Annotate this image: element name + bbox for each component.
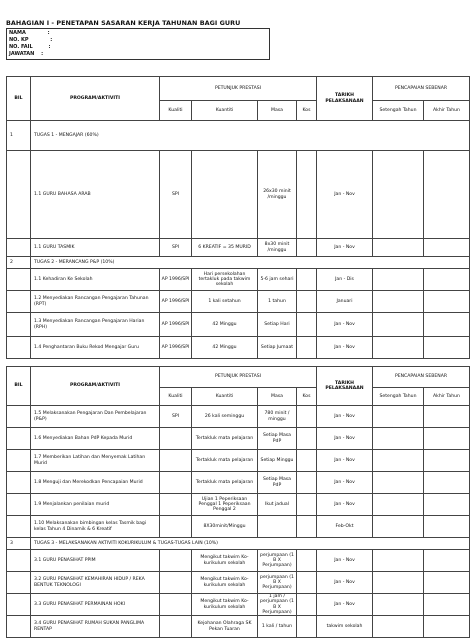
row-bil [7,472,31,494]
row-setengah [373,428,424,450]
row-program: 3.4 GURU PENASIHAT RUMAH SUKAN PANGLIMA RENTAP [31,616,160,638]
row-program: 3.1 GURU PENASIHAT PPIM [31,550,160,572]
header-kos: Kos [297,101,317,121]
target-table-2 [6,366,470,638]
header-bil: BIL [7,367,31,406]
row-setengah [373,550,424,572]
row-kualiti: SPI [160,239,192,257]
row-bil [7,291,31,313]
row-kuantiti: Mengikut takwim Ko-kurikulum sekolah [192,572,258,594]
row-bil [7,572,31,594]
row-bil [7,428,31,450]
row-setengah [373,494,424,516]
row-bil [7,337,31,359]
row-tarikh: Jan - Nov [317,406,373,428]
row-kos [297,291,317,313]
table-row [7,406,470,428]
row-bil [7,516,31,538]
row-program: 1.5 Melaksanakan Pengajaran Dan Pembelajaran (P&P) [31,406,160,428]
row-kuantiti: Kejohanan Olahraga SK Pekan Tuaran [192,616,258,638]
row-akhir [424,516,470,538]
header-program: PROGRAM/AKTIVITI [31,367,160,406]
identity-jawatan-row: JAWATAN : [9,51,44,57]
header-pencapaian: PENCAPAIAN SEBENAR [373,367,470,388]
row-program: 1.8 Menguji dan Merekodkan Pencapaian Murid [31,472,160,494]
row-tarikh: Jan - Nov [317,337,373,359]
row-kuantiti: 1 kali setahun [192,291,258,313]
row-kos [297,151,317,239]
row-kualiti: SPI [160,406,192,428]
table-row [7,594,470,616]
row-masa: Setiap Masa PdP [258,472,297,494]
target-table-1 [6,76,470,359]
row-setengah [373,313,424,337]
row-masa: Setiap Minggu [258,450,297,472]
header-masa: Masa [258,101,297,121]
identity-box [6,28,270,60]
row-akhir [424,594,470,616]
row-masa: perjumpaan (1 B X Perjumpaan) [258,572,297,594]
row-kuantiti: 42 Minggu [192,313,258,337]
row-kualiti [160,550,192,572]
table-row [7,291,470,313]
header-kuantiti: Kuantiti [192,388,258,406]
row-kos [297,239,317,257]
row-akhir [424,428,470,450]
row-kualiti [160,494,192,516]
row-tarikh: Jan - Nov [317,494,373,516]
row-masa: Setiap Masa PdP [258,428,297,450]
table-row [7,450,470,472]
row-kos [297,450,317,472]
row-program: 1.7 Memberikan Latihan dan Menyemak Latihan Murid [31,450,160,472]
row-tarikh: Jan - Dis [317,269,373,291]
row-program: 1.1 Kehadiran Ke Sekolah [31,269,160,291]
row-bil: 3 [7,538,31,550]
row-akhir [424,616,470,638]
row-masa: Setiap Hari [258,313,297,337]
row-program: 1.6 Menyediakan Bahan PdP Kepada Murid [31,428,160,450]
table-row [7,428,470,450]
row-kualiti [160,472,192,494]
row-program: 1.9 Menjalankan penilaian murid [31,494,160,516]
header-setengah: Setengah Tahun [373,101,424,121]
row-program: 1.2 Menyediakan Rancangan Pengajaran Tahunan (RPT) [31,291,160,313]
row-kualiti [160,572,192,594]
row-kualiti [160,516,192,538]
row-kuantiti: Mengikut takwim Ko-kurikulum sekolah [192,594,258,616]
table-row [7,239,470,257]
row-kuantiti: 8X30minit/Minggu [192,516,258,538]
row-tarikh: Jan - Nov [317,594,373,616]
row-masa [258,516,297,538]
identity-fail-row: NO. FAIL : [9,44,51,50]
row-kualiti: AP 1996/SPI [160,269,192,291]
row-tarikh: Feb-Okt [317,516,373,538]
row-tarikh: Jan - Nov [317,472,373,494]
row-bil [7,269,31,291]
table-row [7,572,470,594]
row-program: 1.10 Melaksanakan bimbingan kelas Tasmik bagi kelas Tahun 4 Dinamik & 6 Kreatif [31,516,160,538]
table-row [7,516,470,538]
header-kuantiti: Kuantiti [192,101,258,121]
header-kos: Kos [297,388,317,406]
row-kos [297,516,317,538]
row-kos [297,428,317,450]
row-tarikh: takwim sekolah [317,616,373,638]
row-setengah [373,406,424,428]
row-akhir [424,550,470,572]
header-akhir: Akhir Tahun [424,388,470,406]
row-program: 3.2 GURU PENASIHAT KEMAHIRAN HIDUP / REKA BENTUK TEKNOLOGI [31,572,160,594]
row-bil [7,151,31,239]
row-kualiti: SPI [160,151,192,239]
row-setengah [373,616,424,638]
row-kos [297,594,317,616]
row-kualiti [160,428,192,450]
row-masa: perjumpaan (1 B X Perjumpaan) [258,550,297,572]
header-kualiti: Kualiti [160,388,192,406]
row-tarikh: Jan - Nov [317,572,373,594]
header-akhir: Akhir Tahun [424,101,470,121]
row-bil [7,594,31,616]
section-row [7,257,470,269]
row-program: 1.4 Penghantaran Buku Rekod Mengajar Guru [31,337,160,359]
row-tarikh: Jan - Nov [317,550,373,572]
row-kuantiti: Tertakluk mata pelajaran [192,450,258,472]
row-kuantiti: 26 kali seminggu [192,406,258,428]
row-setengah [373,516,424,538]
row-akhir [424,494,470,516]
row-masa: Setiap Jumaat [258,337,297,359]
row-kos [297,337,317,359]
table-row [7,472,470,494]
row-kos [297,616,317,638]
row-kos [297,406,317,428]
row-tarikh: Jan - Nov [317,450,373,472]
table-row [7,494,470,516]
row-kos [297,572,317,594]
row-akhir [424,472,470,494]
row-masa: 5-6 jam sehari [258,269,297,291]
row-bil [7,450,31,472]
row-akhir [424,450,470,472]
row-kuantiti: Mengikut takwim Ko-kurikulum sekolah [192,550,258,572]
row-kuantiti: 42 Minggu [192,337,258,359]
row-akhir [424,269,470,291]
table-row [7,151,470,239]
row-kos [297,269,317,291]
page-title: BAHAGIAN I - PENETAPAN SASARAN KERJA TAHUNAN BAGI GURU [6,19,241,27]
row-kualiti [160,450,192,472]
row-akhir [424,406,470,428]
row-setengah [373,291,424,313]
row-setengah [373,594,424,616]
row-kos [297,313,317,337]
row-masa: 1 jam / perjumpaan (1 B X Perjumpaan) [258,594,297,616]
row-bil [7,406,31,428]
row-setengah [373,472,424,494]
section-row [7,121,470,151]
row-tarikh: Jan - Nov [317,239,373,257]
row-setengah [373,572,424,594]
row-setengah [373,151,424,239]
row-kos [297,550,317,572]
row-setengah [373,269,424,291]
identity-name-row: NAMA : [9,30,50,36]
header-pencapaian: PENCAPAIAN SEBENAR [373,77,470,101]
row-akhir [424,337,470,359]
header-kualiti: Kualiti [160,101,192,121]
row-akhir [424,291,470,313]
row-program: 1.1 GURU BAHASA ARAB [31,151,160,239]
row-kuantiti: Tertakluk mata pelajaran [192,428,258,450]
row-setengah [373,239,424,257]
section-title: TUGAS 3 - MELAKSANAKAN AKTIVITI KOKURIKULUM & TUGAS-TUGAS LAIN (10%) [31,538,470,550]
section-title: TUGAS 2 - MERANCANG P&P (10%) [31,257,470,269]
row-masa: Ikut jadual [258,494,297,516]
row-masa: 26x30 minit /minggu [258,151,297,239]
row-kualiti: AP 1996/SPI [160,337,192,359]
header-masa: Masa [258,388,297,406]
row-akhir [424,239,470,257]
row-setengah [373,337,424,359]
row-masa: 1 tahun [258,291,297,313]
header-petunjuk: PETUNJUK PRESTASI [160,367,317,388]
row-tarikh: Jan - Nov [317,313,373,337]
row-kos [297,472,317,494]
table-row [7,550,470,572]
table-row [7,269,470,291]
row-bil [7,239,31,257]
row-bil [7,616,31,638]
row-tarikh: Jan - Nov [317,428,373,450]
row-bil [7,494,31,516]
table-row [7,337,470,359]
row-masa: 1 kali / tahun [258,616,297,638]
section-title: TUGAS 1 - MENGAJAR (60%) [31,121,470,151]
table-row [7,313,470,337]
table-row [7,616,470,638]
row-kos [297,494,317,516]
row-program: 3.3 GURU PENASIHAT PERMAINAN HOKI [31,594,160,616]
row-program: 1.1 GURU TASMIK [31,239,160,257]
header-petunjuk: PETUNJUK PRESTASI [160,77,317,101]
row-tarikh: Jan - Nov [317,151,373,239]
row-masa: 780 minit / minggu [258,406,297,428]
header-tarikh: TARIKH PELAKSANAAN [317,77,373,121]
row-akhir [424,313,470,337]
row-kuantiti: 6 KREATIF = 35 MURID [192,239,258,257]
row-akhir [424,572,470,594]
row-kualiti: AP 1996/SPI [160,313,192,337]
identity-kp-row: NO. KP : [9,37,53,43]
row-akhir [424,151,470,239]
row-kuantiti: Hari persekolahan tertakluk pada takwim sekolah [192,269,258,291]
row-setengah [373,450,424,472]
row-bil: 1 [7,121,31,151]
header-bil: BIL [7,77,31,121]
row-kualiti [160,594,192,616]
row-bil: 2 [7,257,31,269]
row-kuantiti: Ujian 1 Peperiksaan Penggal 1 Peperiksaan Penggal 2 [192,494,258,516]
row-kualiti: AP 1996/SPI [160,291,192,313]
section-row [7,538,470,550]
header-tarikh: TARIKH PELAKSANAAN [317,367,373,406]
header-program: PROGRAM/AKTIVITI [31,77,160,121]
header-setengah: Setengah Tahun [373,388,424,406]
row-bil [7,313,31,337]
row-kualiti [160,616,192,638]
row-masa: 8x30 minit /minggu [258,239,297,257]
row-tarikh: Januari [317,291,373,313]
row-kuantiti [192,151,258,239]
row-bil [7,550,31,572]
row-program: 1.3 Menyediakan Rancangan Pengajaran Harian (RPH) [31,313,160,337]
row-kuantiti: Tertakluk mata pelajaran [192,472,258,494]
